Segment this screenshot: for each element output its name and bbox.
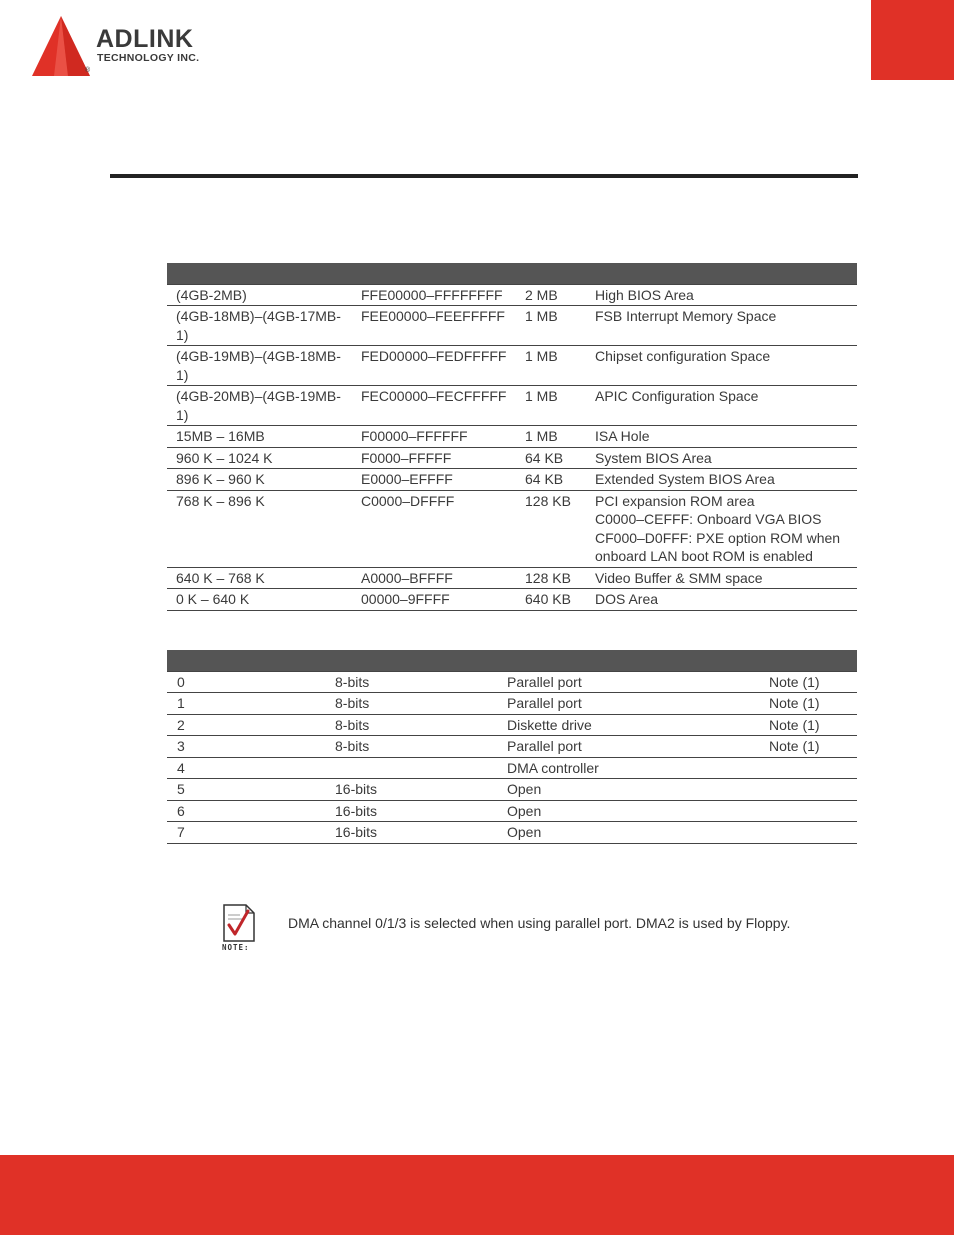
description-line: Extended System BIOS Area (595, 471, 775, 487)
size-cell: 64 KB (516, 469, 586, 491)
dma-note-cell: Note (1) (759, 693, 857, 715)
dma-usage-cell: Diskette drive (497, 714, 759, 736)
size-cell: 1 MB (516, 426, 586, 448)
size-cell: 128 KB (516, 490, 586, 567)
memory-range-cell: 896 K – 960 K (167, 469, 352, 491)
dma-channel-cell: 3 (167, 736, 325, 758)
header-rule (110, 174, 858, 178)
address-cell: FEE00000–FEEFFFFF (352, 306, 516, 346)
dma-note-cell (759, 822, 857, 844)
table-row (167, 469, 857, 491)
dma-usage-cell: Open (497, 822, 759, 844)
description-line: DOS Area (595, 591, 659, 607)
dma-width-cell (325, 757, 497, 779)
table-row (167, 757, 857, 779)
description-cell (586, 469, 857, 491)
description-line: Video Buffer & SMM space (595, 569, 763, 586)
description-cell (586, 346, 857, 386)
description-line: onboard LAN boot ROM is enabled (595, 548, 813, 564)
dma-channel-cell: 1 (167, 693, 325, 715)
description-cell (586, 567, 857, 589)
table-row (167, 822, 857, 844)
dma-note-cell: Note (1) (759, 714, 857, 736)
dma-width-cell: 8-bits (325, 736, 497, 758)
dma-usage-cell: Parallel port (497, 671, 759, 693)
registered-mark: ® (85, 67, 91, 74)
table-row (167, 447, 857, 469)
memory-range-cell: (4GB-18MB)–(4GB-17MB-1) (167, 306, 352, 346)
brand-subtitle: TECHNOLOGY INC. (97, 52, 200, 64)
memory-range-cell: 960 K – 1024 K (167, 447, 352, 469)
table-row (167, 490, 857, 567)
description-cell (586, 306, 857, 346)
description-cell (586, 426, 857, 448)
table-row (167, 386, 857, 426)
memory-range-cell: 15MB – 16MB (167, 426, 352, 448)
memory-range-cell: 768 K – 896 K (167, 490, 352, 567)
size-cell: 2 MB (516, 284, 586, 306)
dma-width-cell: 16-bits (325, 779, 497, 801)
dma-channel-cell: 5 (167, 779, 325, 801)
dma-usage-cell: Parallel port (497, 736, 759, 758)
brand-name: ADLINK (96, 25, 194, 53)
dma-channel-table (167, 650, 857, 844)
size-cell: 1 MB (516, 346, 586, 386)
memory-table-header (167, 263, 857, 284)
address-cell: E0000–EFFFF (352, 469, 516, 491)
dma-width-cell: 8-bits (325, 714, 497, 736)
address-cell: 00000–9FFFF (352, 589, 516, 611)
table-row (167, 714, 857, 736)
dma-note-cell: Note (1) (759, 736, 857, 758)
dma-note-cell (759, 757, 857, 779)
address-cell: FEC00000–FECFFFFF (352, 386, 516, 426)
memory-range-cell: 640 K – 768 K (167, 567, 352, 589)
memory-range-cell: (4GB-19MB)–(4GB-18MB-1) (167, 346, 352, 386)
description-line: System BIOS Area (595, 449, 712, 466)
dma-channel-cell: 6 (167, 800, 325, 822)
size-cell: 64 KB (516, 447, 586, 469)
dma-channel-cell: 0 (167, 671, 325, 693)
table-row (167, 779, 857, 801)
dma-table-header (167, 650, 857, 671)
address-cell: C0000–DFFFF (352, 490, 516, 567)
footer-bar (0, 1155, 954, 1235)
memory-range-cell: (4GB-20MB)–(4GB-19MB-1) (167, 386, 352, 426)
table-row (167, 671, 857, 693)
note-icon-label: NOTE: (222, 943, 250, 951)
size-cell: 640 KB (516, 589, 586, 611)
table-row (167, 346, 857, 386)
table-row (167, 426, 857, 448)
dma-usage-cell: Open (497, 800, 759, 822)
dma-note-cell (759, 800, 857, 822)
dma-usage-cell: DMA controller (497, 757, 759, 779)
dma-usage-cell: Parallel port (497, 693, 759, 715)
dma-channel-cell: 2 (167, 714, 325, 736)
note-text: DMA channel 0/1/3 is selected when using parallel port. DMA2 is used by Floppy. (288, 915, 791, 931)
table-row (167, 567, 857, 589)
size-cell: 1 MB (516, 306, 586, 346)
page-corner-tab (871, 0, 954, 80)
description-line: Chipset configuration Space (595, 348, 771, 364)
dma-channel-cell: 7 (167, 822, 325, 844)
description-cell (586, 589, 857, 611)
address-cell: FFE00000–FFFFFFFF (352, 284, 516, 306)
description-line: APIC Configuration Space (595, 388, 759, 404)
dma-note-cell (759, 779, 857, 801)
description-cell (586, 490, 857, 567)
dma-note-cell: Note (1) (759, 671, 857, 693)
dma-width-cell: 8-bits (325, 671, 497, 693)
note-checkmark-icon (220, 903, 258, 951)
address-cell: F00000–FFFFFF (352, 426, 516, 448)
dma-width-cell: 16-bits (325, 822, 497, 844)
description-line: PCI expansion ROM area (595, 492, 755, 509)
description-cell (586, 386, 857, 426)
size-cell: 128 KB (516, 567, 586, 589)
dma-usage-cell: Open (497, 779, 759, 801)
description-cell (586, 447, 857, 469)
table-row (167, 693, 857, 715)
memory-map-table (167, 263, 857, 611)
size-cell: 1 MB (516, 386, 586, 426)
description-line: FSB Interrupt Memory Space (595, 308, 777, 324)
description-cell (586, 284, 857, 306)
memory-range-cell: (4GB-2MB) (167, 284, 352, 306)
table-row (167, 589, 857, 611)
description-line: High BIOS Area (595, 286, 694, 303)
table-row (167, 736, 857, 758)
address-cell: FED00000–FEDFFFFF (352, 346, 516, 386)
description-line: C0000–CEFFF: Onboard VGA BIOS (595, 511, 822, 527)
description-line: CF000–D0FFF: PXE option ROM when (595, 529, 841, 546)
dma-width-cell: 8-bits (325, 693, 497, 715)
table-row (167, 800, 857, 822)
description-line: ISA Hole (595, 428, 650, 444)
adlink-logo (28, 14, 228, 78)
table-row (167, 306, 857, 346)
address-cell: A0000–BFFFF (352, 567, 516, 589)
memory-range-cell: 0 K – 640 K (167, 589, 352, 611)
table-row (167, 284, 857, 306)
address-cell: F0000–FFFFF (352, 447, 516, 469)
dma-channel-cell: 4 (167, 757, 325, 779)
dma-width-cell: 16-bits (325, 800, 497, 822)
